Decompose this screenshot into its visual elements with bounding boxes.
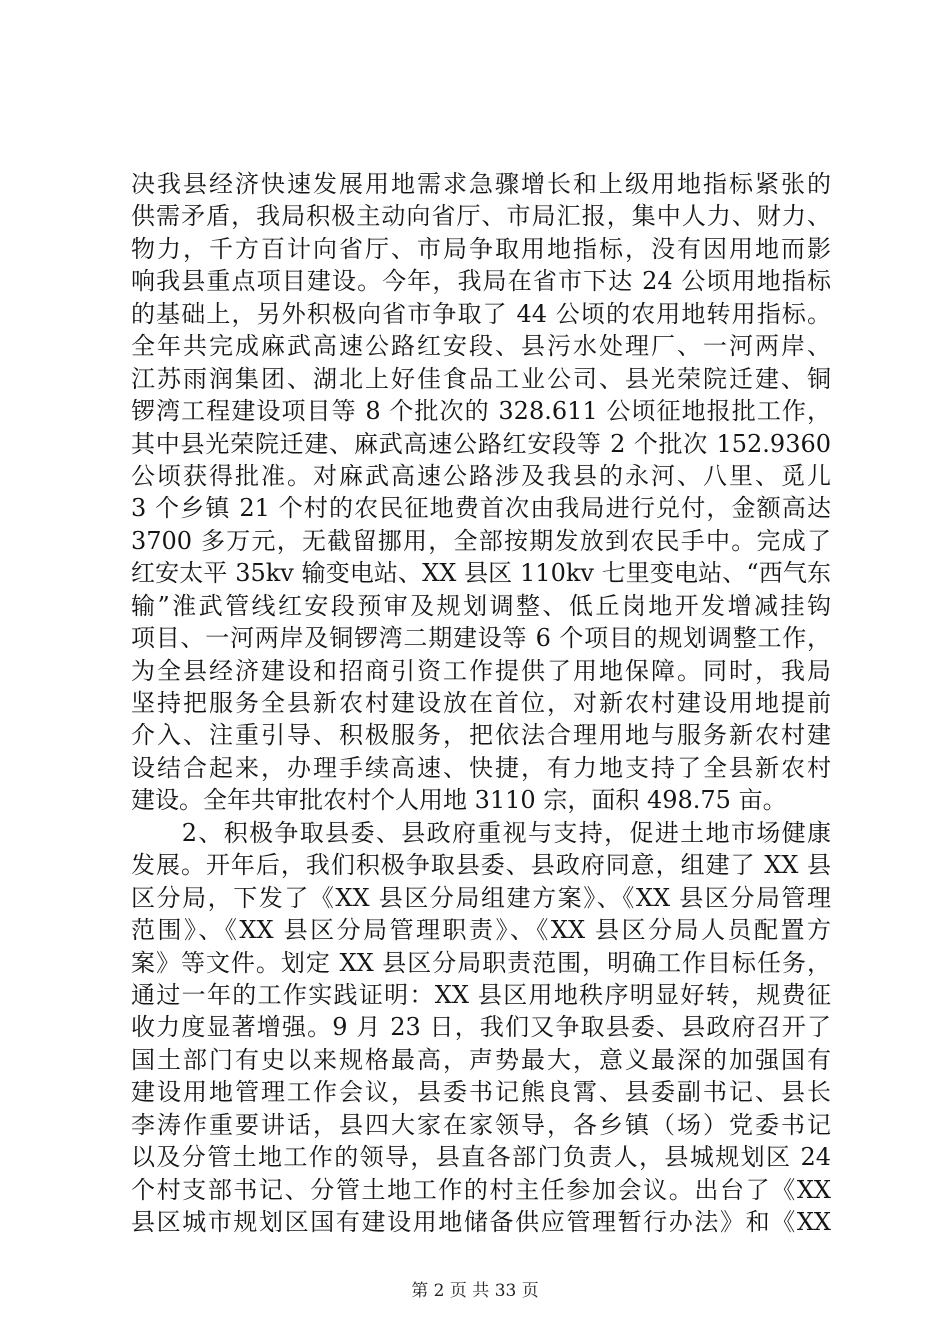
text-line: 其中县光荣院迁建、麻武高速公路红安段等 2 个批次 152.9360 (131, 429, 831, 458)
text-line: 决我县经济快速发展用地需求急骤增长和上级用地指标紧张的 (131, 170, 831, 198)
text-line: 以及分管土地工作的领导，县直各部门负责人，县城规划区 24 (131, 1143, 831, 1172)
text-line: 李涛作重要讲话，县四大家在家领导，各乡镇（场）党委书记 (131, 1110, 831, 1139)
text-line: 发展。开年后，我们积极争取县委、县政府同意，组建了 XX 县 (131, 851, 831, 880)
text-line: 物力，千方百计向省厅、市局争取用地指标，没有因用地而影 (131, 234, 831, 263)
page-number-footer: 第 2 页 共 33 页 (411, 1281, 539, 1301)
text-line: 3 个乡镇 21 个村的农民征地费首次由我局进行兑付，金额高达 (131, 494, 831, 523)
text-line: 供需矛盾，我局积极主动向省厅、市局汇报，集中人力、财力、 (131, 202, 831, 231)
text-line: 建设。全年共审批农村个人用地 3110 宗，面积 498.75 亩。 (131, 786, 787, 815)
text-line: 红安太平 35kv 输变电站、XX 县区 110kv 七里变电站、“西气东 (131, 559, 831, 588)
text-line: 个村支部书记、分管土地工作的村主任参加会议。出台了《XX (131, 1175, 831, 1204)
text-line: 范围》、《XX 县区分局管理职责》、《XX 县区分局人员配置方 (131, 916, 831, 945)
text-line: 收力度显著增强。9 月 23 日，我们又争取县委、县政府召开了 (131, 1013, 831, 1042)
text-line: 建设用地管理工作会议，县委书记熊良霄、县委副书记、县长 (131, 1078, 831, 1107)
text-line: 通过一年的工作实践证明：XX 县区用地秩序明显好转，规费征 (131, 980, 831, 1009)
text-line: 全年共完成麻武高速公路红安段、县污水处理厂、一河两岸、 (131, 332, 831, 361)
text-line: 锣湾工程建设项目等 8 个批次的 328.611 公顷征地报批工作， (131, 397, 831, 426)
text-line: 国土部门有史以来规格最高，声势最大，意义最深的加强国有 (131, 1045, 831, 1074)
text-line: 县区城市规划区国有建设用地储备供应管理暂行办法》和《XX (131, 1208, 831, 1236)
text-line: 介入、注重引导、积极服务，把依法合理用地与服务新农村建 (131, 721, 831, 750)
text-line: 设结合起来，办理手续高速、快捷，有力地支持了全县新农村 (131, 753, 831, 782)
text-line: 案》等文件。划定 XX 县区分局职责范围，明确工作目标任务， (131, 948, 831, 977)
text-line: 江苏雨润集团、湖北上好佳食品工业公司、县光荣院迁建、铜 (131, 364, 831, 393)
body-text (131, 168, 831, 1238)
text-line: 输”淮武管线红安段预审及规划调整、低丘岗地开发增减挂钩 (131, 591, 831, 620)
text-line: 响我县重点项目建设。今年，我局在省市下达 24 公顷用地指标 (131, 267, 831, 296)
text-line: 项目、一河两岸及铜锣湾二期建设等 6 个项目的规划调整工作， (131, 624, 831, 653)
text-line: 的基础上，另外积极向省市争取了 44 公顷的农用地转用指标。 (131, 299, 831, 328)
text-line: 公顷获得批准。对麻武高速公路涉及我县的永河、八里、觅儿 (131, 461, 831, 490)
text-line: 区分局，下发了《XX 县区分局组建方案》、《XX 县区分局管理 (131, 883, 831, 912)
text-line: 2、积极争取县委、县政府重视与支持，促进土地市场健康 (131, 818, 831, 847)
text-line: 为全县经济建设和招商引资工作提供了用地保障。同时，我局 (131, 656, 831, 685)
text-line: 3700 多万元，无截留挪用，全部按期发放到农民手中。完成了 (131, 526, 831, 555)
text-line: 坚持把服务全县新农村建设放在首位，对新农村建设用地提前 (131, 689, 831, 717)
